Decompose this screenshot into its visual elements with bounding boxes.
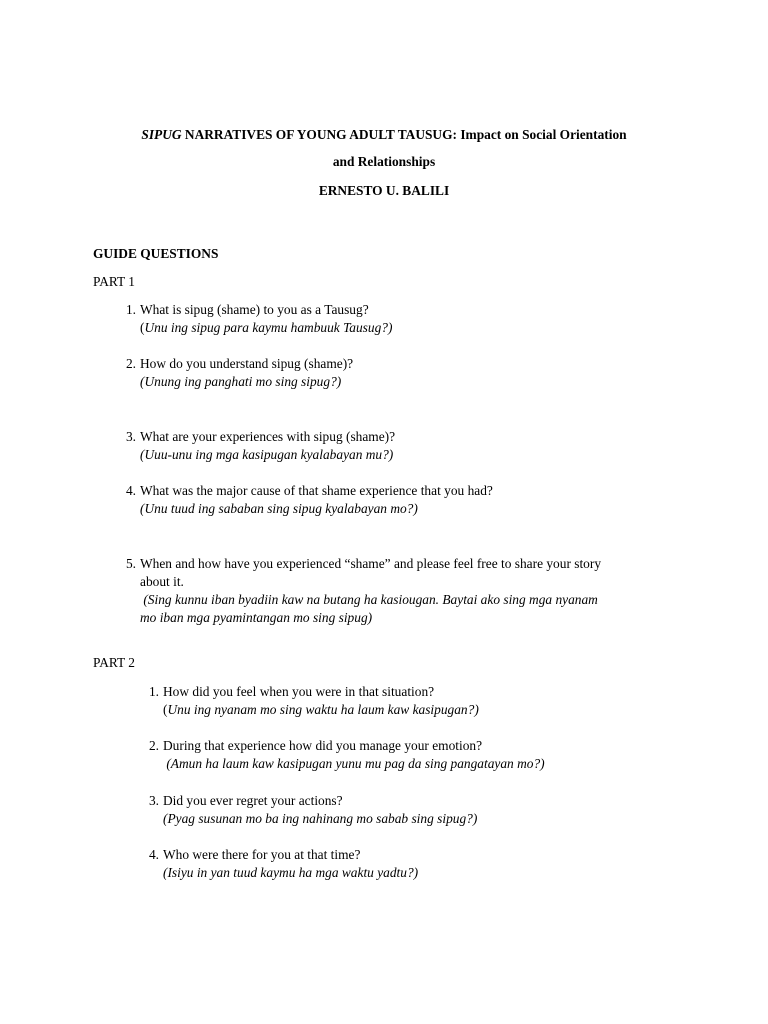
title-italic-word: SIPUG [141, 127, 182, 142]
question-english: How did you feel when you were in that situation? [163, 684, 435, 699]
question-number: 5. [125, 556, 136, 571]
part-1-question-3 [114, 428, 674, 464]
question-number: 4. [148, 847, 159, 862]
part-1-question-1 [114, 301, 674, 337]
title-line-2: and Relationships [332, 154, 436, 169]
question-number: 1. [148, 684, 159, 699]
question-english: What is sipug (shame) to you as a Tausug? [140, 302, 369, 317]
question-number: 1. [125, 302, 136, 317]
part-1-question-4 [114, 482, 674, 518]
question-english: During that experience how did you manage your emotion? [163, 738, 483, 753]
author-name: ERNESTO U. BALILI [318, 183, 450, 198]
part-2-question-2 [137, 737, 697, 773]
question-number: 2. [148, 738, 159, 753]
document-title [60, 121, 708, 175]
part-1-question-2 [114, 355, 674, 391]
question-english: What was the major cause of that shame experience that you had? [140, 483, 493, 498]
question-tausug: (Uuu-unu ing mga kasipugan kyalabayan mu?) [140, 447, 394, 462]
part-1-question-5 [114, 555, 674, 627]
question-english-line-2: about it. [140, 574, 184, 589]
question-english: How do you understand sipug (shame)? [140, 356, 354, 371]
question-tausug: (Isiyu in yan tuud kaymu ha mga waktu yadtu?) [163, 865, 419, 880]
part-2-question-1 [137, 683, 697, 719]
question-number: 3. [148, 793, 159, 808]
question-tausug-line-1: (Sing kunnu iban byadiin kaw na butang ha kasiougan. Baytai ako sing mga nyanam [140, 592, 598, 607]
part-1-heading: PART 1 [93, 274, 135, 289]
question-english: What are your experiences with sipug (shame)? [140, 429, 396, 444]
title-line-1-rest: NARRATIVES OF YOUNG ADULT TAUSUG: Impact on Social Orientation [181, 127, 627, 142]
question-english: Who were there for you at that time? [163, 847, 361, 862]
part-2-question-3 [137, 792, 697, 828]
question-number: 2. [125, 356, 136, 371]
question-tausug: (Pyag susunan mo ba ing nahinang mo sabab sing sipug?) [163, 811, 478, 826]
question-tausug: (Amun ha laum kaw kasipugan yunu mu pag da sing pangatayan mo?) [163, 756, 545, 771]
question-tausug-line-2: mo iban mga pyamintangan mo sing sipug) [140, 610, 373, 625]
part-2-question-4 [137, 846, 697, 882]
question-tausug: (Unung ing panghati mo sing sipug?) [140, 374, 342, 389]
question-tausug: (Unu ing sipug para kaymu hambuuk Tausug?) [140, 320, 393, 335]
question-english-line-1: When and how have you experienced “shame” and please feel free to share your story [140, 556, 602, 571]
part-2-heading: PART 2 [93, 655, 135, 670]
question-english: Did you ever regret your actions? [163, 793, 343, 808]
question-tausug: (Unu ing nyanam mo sing waktu ha laum kaw kasipugan?) [163, 702, 479, 717]
question-tausug: (Unu tuud ing sababan sing sipug kyalabayan mo?) [140, 501, 418, 516]
guide-questions-heading: GUIDE QUESTIONS [93, 246, 219, 261]
question-number: 4. [125, 483, 136, 498]
title-line-1 [60, 121, 708, 148]
question-number: 3. [125, 429, 136, 444]
